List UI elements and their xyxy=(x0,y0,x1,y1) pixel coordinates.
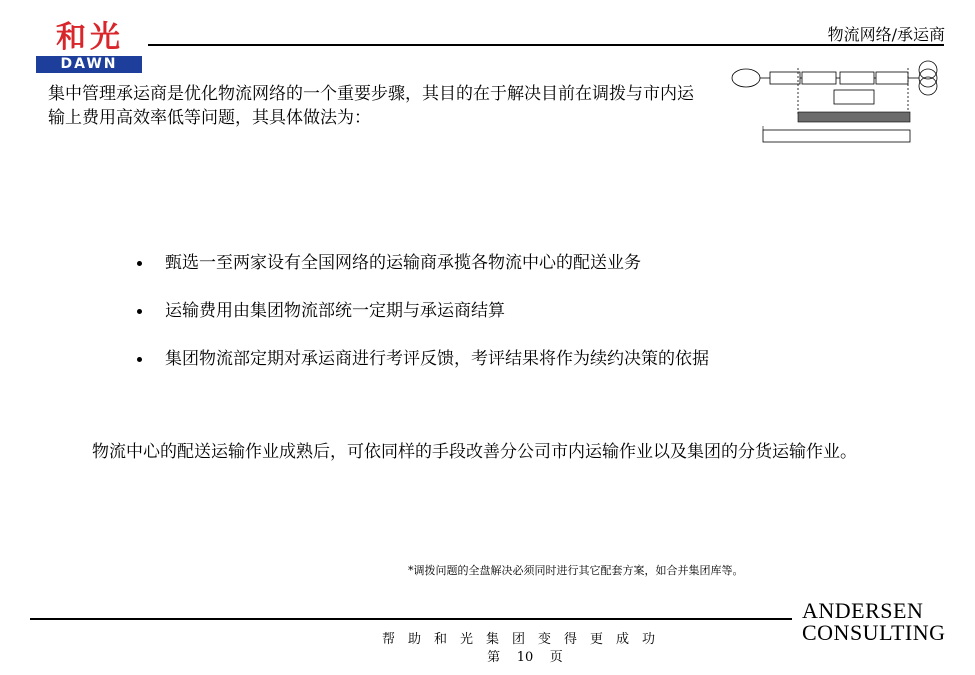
bullet-text: 运输费用由集团物流部统一定期与承运商结算 xyxy=(165,301,505,321)
intro-paragraph: 集中管理承运商是优化物流网络的一个重要步骤，其目的在于解决目前在调拨与市内运输上费用高效率低等问题，其具体做法为： xyxy=(48,84,694,128)
footnote: *调拨问题的全盘解决必须同时进行其它配套方案，如合并集团库等。 xyxy=(408,564,744,577)
process-flow-thumbnail xyxy=(730,58,945,148)
logo-line-2: CONSULTING xyxy=(802,620,946,645)
conclusion-paragraph: 物流中心的配送运输作业成熟后，可依同样的手段改善分公司市内运输作业以及集团的分货运输作业。 xyxy=(92,442,857,462)
header-divider xyxy=(148,44,944,46)
footer-divider xyxy=(30,618,792,620)
logo-english-text: DAWN xyxy=(36,56,142,73)
dawn-logo xyxy=(34,22,146,74)
page-suffix: 页 xyxy=(549,650,563,665)
bullet-item xyxy=(135,346,895,394)
bullet-dot-icon xyxy=(137,261,142,266)
bullet-text: 甄选一至两家设有全国网络的运输商承揽各物流中心的配送业务 xyxy=(165,253,641,273)
bullet-dot-icon xyxy=(137,357,142,362)
section-title: 物流网络/承运商 xyxy=(827,25,945,44)
page-prefix: 第 xyxy=(487,650,501,665)
page-number-value: 10 xyxy=(516,650,534,665)
bullet-text: 集团物流部定期对承运商进行考评反馈，考评结果将作为续约决策的依据 xyxy=(165,349,709,369)
bullet-item xyxy=(135,250,895,298)
bullet-dot-icon xyxy=(137,309,142,314)
logo-chinese-text: 和光 xyxy=(56,20,124,55)
bullet-item xyxy=(135,298,895,346)
logo-line-1: ANDERSEN xyxy=(802,598,924,623)
footer-slogan: 帮助和光集团变得更成功 xyxy=(381,632,668,647)
page-number xyxy=(340,650,710,666)
bullet-list xyxy=(135,250,895,394)
andersen-consulting-logo xyxy=(802,600,952,644)
